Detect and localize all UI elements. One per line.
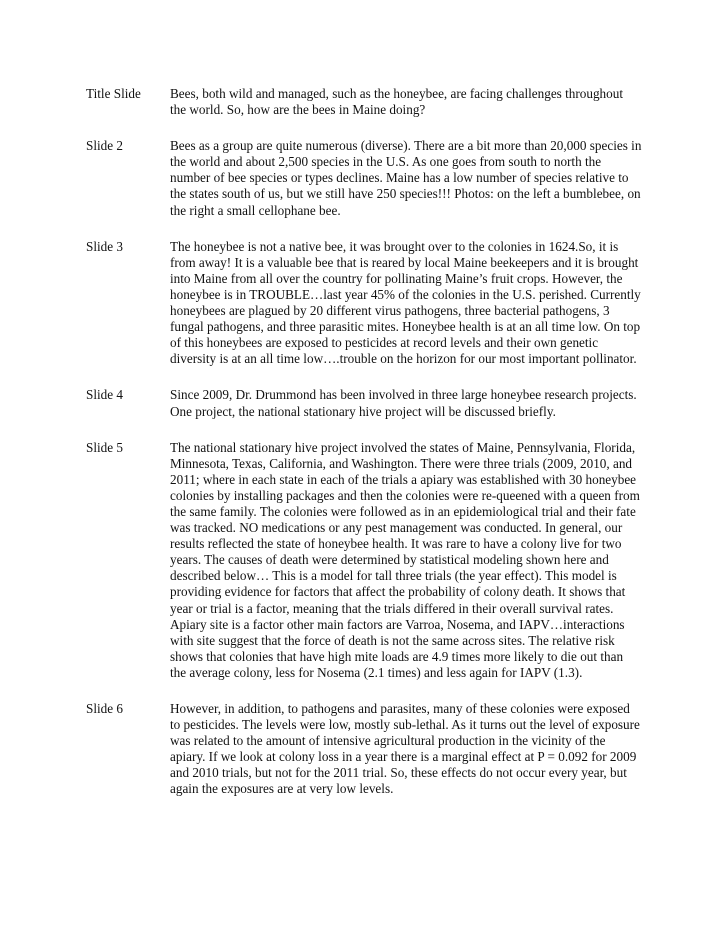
slide-entry-title — [86, 86, 642, 118]
slide-label: Slide 6 — [86, 701, 123, 716]
slide-label: Slide 2 — [86, 138, 123, 154]
slide-text: Since 2009, Dr. Drummond has been involved in three large honeybee research projects. One project, the national stationary hive project will be discussed briefly. — [170, 387, 637, 419]
slide-entry-3 — [86, 239, 642, 368]
slide-entry-4 — [86, 387, 642, 419]
slide-text: The national stationary hive project involved the states of Maine, Pennsylvania, Florida, Minnesota, Texas, California, and Washington. There were three trials (2009, 2010, and 2011; where in each state in each of the trials a apiary was established with 30 honeybee colonies by installing packages and then the colonies were re-queened with a queen from the same family. The colonies were followed as in an epidemiological trial and their fate was tracked. NO medications or any pest management was conducted. In general, our results reflected the state of honeybee health. It was rare to have a colony live for two years. The causes of death were determined by statistical modeling shown here and described below… This is a model for tall three trials (the year effect). This model is providing evidence for factors that affect the probability of colony death. It shows that year or trial is a factor, meaning that the trials differed in their overall survival rates. Apiary site is a factor other main factors are Varroa, Nosema, and IAPV…interactions with site suggest that the force of death is not the same across sites. The relative risk shows that colonies that have high mite loads are 4.9 times more likely to die out than the average colony, less for Nosema (2.1 times) and less again for IAPV (1.3). — [170, 439, 640, 680]
slide-entry-6 — [86, 701, 642, 798]
slide-entry-2 — [86, 138, 642, 218]
slide-text: Bees as a group are quite numerous (diverse). There are a bit more than 20,000 species in the world and about 2,500 species in the U.S. As one goes from south to north the number of bee species or types declines. Maine has a low number of species relative to the states south of us, but we still have 250 species!!! Photos: on the left a bumblebee, on the right a small cellophane bee. — [170, 138, 642, 218]
slide-text: However, in addition, to pathogens and parasites, many of these colonies were exposed to pesticides. The levels were low, mostly sub-lethal. As it turns out the level of exposure was related to the amount of intensive agricultural production in the vicinity of the apiary. If we look at colony loss in a year there is a marginal effect at P = 0.092 for 2009 and 2010 trials, but not for the 2011 trial. So, these effects do not occur every year, but again the exposures are at very low levels. — [170, 701, 640, 797]
slide-text: The honeybee is not a native bee, it was brought over to the colonies in 1624.So, it is from away! It is a valuable bee that is reared by local Maine beekeepers and it is brought into Maine from all over the country for pollinating Maine’s fruit crops. However, the honeybee is in TROUBLE…last year 45% of the colonies in the U.S. perished. Currently honeybees are plagued by 20 different virus pathogens, three bacterial pathogens, 3 fungal pathogens, and three parasitic mites. Honeybee health is at an all time low. On top of this honeybees are exposed to pesticides at record levels and their own genetic diversity is at an all time low….trouble on the horizon for our most important pollinator. — [170, 238, 641, 367]
slide-text: Bees, both wild and managed, such as the honeybee, are facing challenges throughout the world. So, how are the bees in Maine doing? — [170, 86, 623, 118]
slide-label: Slide 4 — [86, 387, 123, 403]
slide-label: Slide 5 — [86, 439, 123, 455]
slide-label: Title Slide — [86, 86, 141, 101]
slide-label: Slide 3 — [86, 238, 123, 254]
slide-entry-5 — [86, 440, 642, 681]
